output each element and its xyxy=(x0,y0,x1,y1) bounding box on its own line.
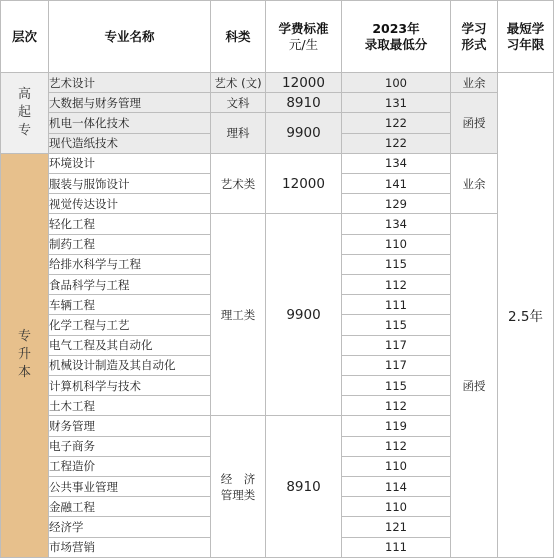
table-row xyxy=(1,153,554,173)
major-cell: 土木工程 xyxy=(49,396,211,416)
major-cell: 轻化工程 xyxy=(49,214,211,234)
category-cell: 理工类 xyxy=(211,214,266,416)
table-row xyxy=(1,214,554,234)
table-row xyxy=(1,93,554,113)
score-cell: 112 xyxy=(342,436,451,456)
category-cell: 文科 xyxy=(211,93,266,113)
category-econ-line1: 经 济 xyxy=(220,471,256,486)
header-years-line1: 最短学 xyxy=(506,20,545,36)
score-cell: 111 xyxy=(342,295,451,315)
major-cell: 食品科学与工程 xyxy=(49,275,211,295)
score-cell: 115 xyxy=(342,254,451,274)
major-cell: 艺术设计 xyxy=(49,73,211,93)
score-cell: 110 xyxy=(342,497,451,517)
score-cell: 131 xyxy=(342,93,451,113)
header-score xyxy=(342,1,451,73)
level-zsb-label: 专升本 xyxy=(17,329,31,381)
fee-cell: 8910 xyxy=(266,93,342,113)
header-score-line2: 录取最低分 xyxy=(364,36,428,52)
header-form xyxy=(451,1,498,73)
category-econ-line2: 管理类 xyxy=(220,487,256,502)
fee-cell: 9900 xyxy=(266,113,342,153)
major-cell: 制药工程 xyxy=(49,234,211,254)
header-level: 层次 xyxy=(1,1,49,73)
category-cell: 艺术类 xyxy=(211,153,266,214)
major-cell: 金融工程 xyxy=(49,497,211,517)
score-cell: 112 xyxy=(342,275,451,295)
major-cell: 电子商务 xyxy=(49,436,211,456)
header-years xyxy=(498,1,554,73)
major-cell: 工程造价 xyxy=(49,456,211,476)
header-row xyxy=(1,1,554,73)
category-cell: 理科 xyxy=(211,113,266,153)
major-cell: 化学工程与工艺 xyxy=(49,315,211,335)
score-cell: 129 xyxy=(342,194,451,214)
form-cell: 函授 xyxy=(451,93,498,154)
table-row xyxy=(1,73,554,93)
major-cell: 财务管理 xyxy=(49,416,211,436)
score-cell: 122 xyxy=(342,133,451,153)
score-cell: 134 xyxy=(342,153,451,173)
score-cell: 117 xyxy=(342,335,451,355)
years-cell: 2.5年 xyxy=(498,73,554,558)
major-cell: 给排水科学与工程 xyxy=(49,254,211,274)
header-form-line1: 学习 xyxy=(461,20,487,36)
score-cell: 115 xyxy=(342,315,451,335)
fee-cell: 8910 xyxy=(266,416,342,558)
major-cell: 经济学 xyxy=(49,517,211,537)
header-fee-line2: 元/生 xyxy=(288,36,319,52)
score-cell: 141 xyxy=(342,174,451,194)
score-cell: 110 xyxy=(342,456,451,476)
major-cell: 公共事业管理 xyxy=(49,477,211,497)
major-cell: 环境设计 xyxy=(49,153,211,173)
score-cell: 100 xyxy=(342,73,451,93)
score-cell: 134 xyxy=(342,214,451,234)
header-years-line2: 习年限 xyxy=(506,36,545,52)
category-cell: 艺术 (文) xyxy=(211,73,266,93)
major-cell: 市场营销 xyxy=(49,537,211,557)
header-fee-line1: 学费标准 xyxy=(278,20,329,36)
level-zsb-cell xyxy=(1,153,49,557)
form-cell: 业余 xyxy=(451,153,498,214)
header-form-line2: 形式 xyxy=(461,36,487,52)
header-fee xyxy=(266,1,342,73)
form-cell: 函授 xyxy=(451,214,498,558)
score-cell: 117 xyxy=(342,355,451,375)
level-gaoqi-label: 高起专 xyxy=(17,86,31,138)
fee-cell: 9900 xyxy=(266,214,342,416)
major-cell: 电气工程及其自动化 xyxy=(49,335,211,355)
header-major: 专业名称 xyxy=(49,1,211,73)
score-cell: 115 xyxy=(342,376,451,396)
major-cell: 车辆工程 xyxy=(49,295,211,315)
major-cell: 视觉传达设计 xyxy=(49,194,211,214)
score-cell: 112 xyxy=(342,396,451,416)
major-cell: 机电一体化技术 xyxy=(49,113,211,133)
score-cell: 119 xyxy=(342,416,451,436)
major-cell: 机械设计制造及其自动化 xyxy=(49,355,211,375)
fee-cell: 12000 xyxy=(266,73,342,93)
major-cell: 计算机科学与技术 xyxy=(49,376,211,396)
score-cell: 110 xyxy=(342,234,451,254)
header-score-line1: 2023年 xyxy=(372,20,420,36)
category-cell xyxy=(211,416,266,558)
major-cell: 大数据与财务管理 xyxy=(49,93,211,113)
score-cell: 114 xyxy=(342,477,451,497)
level-gaoqi-cell xyxy=(1,73,49,154)
major-cell: 现代造纸技术 xyxy=(49,133,211,153)
form-cell: 业余 xyxy=(451,73,498,93)
fee-cell: 12000 xyxy=(266,153,342,214)
header-category: 科类 xyxy=(211,1,266,73)
score-cell: 111 xyxy=(342,537,451,557)
score-cell: 122 xyxy=(342,113,451,133)
score-cell: 121 xyxy=(342,517,451,537)
major-cell: 服装与服饰设计 xyxy=(49,174,211,194)
